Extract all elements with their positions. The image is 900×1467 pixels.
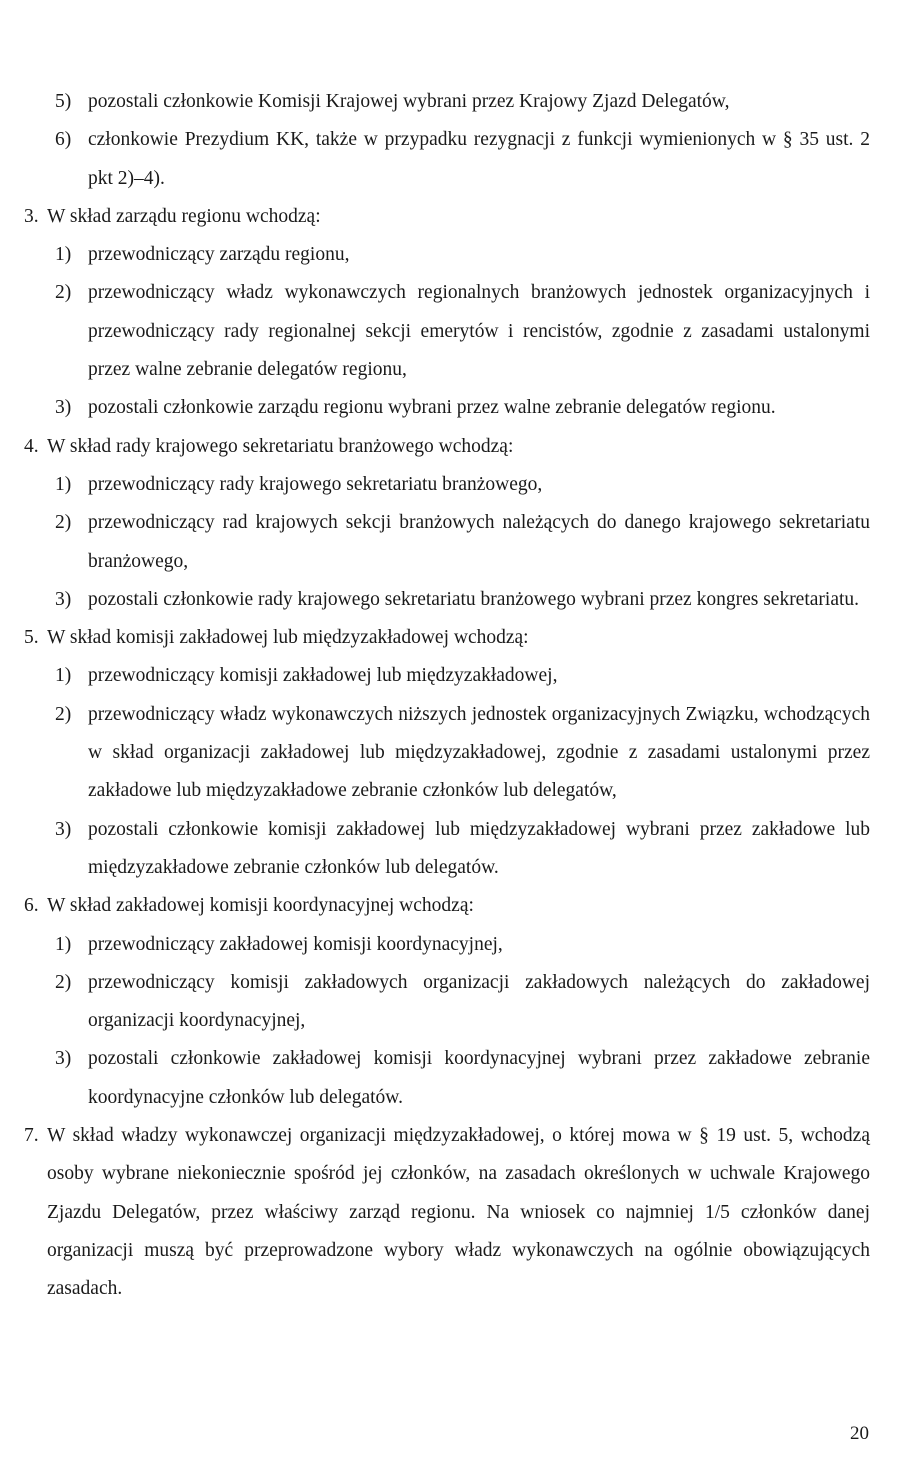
item-text: przewodniczący władz wykonawczych regionalnych branżowych jednostek organizacyjnych i przewodniczący rady regionalnej sekcji emerytów i rencistów, zgodnie z zasadami ustalonymi przez walne zebranie delegatów regionu, — [88, 282, 870, 381]
section-heading — [24, 1117, 870, 1308]
section-number: 3. — [24, 205, 39, 227]
item-number: 5) — [55, 91, 72, 112]
section-number: 4. — [24, 435, 39, 457]
statute-text — [24, 83, 870, 1309]
item-number: 1) — [55, 665, 72, 687]
item-text: pozostali członkowie zakładowej komisji koordynacyjnej wybrani przez zakładowe zebranie koordynacyjne członków lub delegatów. — [88, 1048, 870, 1108]
item-number: 3) — [55, 818, 72, 840]
item-number: 3) — [55, 397, 72, 419]
item-number: 1) — [55, 244, 72, 266]
section-heading — [24, 428, 870, 466]
list-item — [24, 121, 870, 198]
section-number: 5. — [24, 627, 39, 649]
item-text: pozostali członkowie zarządu regionu wybrani przez walne zebranie delegatów regionu. — [88, 397, 776, 419]
item-text: przewodniczący zarządu regionu, — [88, 244, 350, 266]
item-number: 2) — [55, 512, 72, 534]
item-text: przewodniczący rad krajowych sekcji branżowych należących do danego krajowego sekretariatu branżowego, — [88, 512, 870, 572]
section-number: 6. — [24, 895, 39, 917]
item-number: 3) — [55, 588, 72, 610]
item-text: członkowie Prezydium KK, także w przypadku rezygnacji z funkcji wymienionych w § 35 ust. 2 pkt 2)–4). — [88, 129, 870, 189]
item-text: pozostali członkowie komisji zakładowej lub międzyzakładowej wybrani przez zakładowe lub międzyzakładowe zebranie członków lub delegatów. — [88, 818, 870, 878]
list-item — [24, 236, 870, 274]
list-item — [24, 1040, 870, 1117]
list-item — [24, 389, 870, 427]
list-item — [24, 83, 870, 121]
section-heading — [24, 619, 870, 657]
section-text: W skład zakładowej komisji koordynacyjnej wchodzą: — [47, 895, 474, 917]
list-item — [24, 964, 870, 1041]
section-number: 7. — [24, 1125, 39, 1147]
item-number: 6) — [55, 129, 72, 151]
section-heading — [24, 887, 870, 925]
item-text: przewodniczący komisji zakładowej lub międzyzakładowej, — [88, 665, 558, 687]
item-text: przewodniczący komisji zakładowych organizacji zakładowych należących do zakładowej organizacji koordynacyjnej, — [88, 971, 870, 1032]
item-number: 3) — [55, 1048, 72, 1070]
section-heading — [24, 198, 870, 236]
item-text: przewodniczący rady krajowego sekretariatu branżowego, — [88, 473, 543, 495]
list-item — [24, 811, 870, 888]
item-number: 1) — [55, 933, 72, 955]
list-item — [24, 504, 870, 581]
list-item — [24, 696, 870, 811]
item-number: 1) — [55, 473, 72, 495]
section-text: W skład władzy wykonawczej organizacji międzyzakładowej, o której mowa w § 19 ust. 5, wchodzą osoby wybrane niekoniecznie spośród jej członków, na zasadach określonych w uchwale Krajowego Zjazdu Delegatów, przez właściwy zarząd regionu. Na wniosek co najmniej 1/5 członków danej organizacji muszą być przeprowadzone wybory władz wykonawczych na ogólnie obowiązujących zasadach. — [47, 1125, 870, 1300]
item-text: przewodniczący zakładowej komisji koordynacyjnej, — [88, 933, 503, 955]
item-text: pozostali członkowie rady krajowego sekretariatu branżowego wybrani przez kongres sekretariatu. — [88, 588, 860, 610]
item-text: przewodniczący władz wykonawczych niższych jednostek organizacyjnych Związku, wchodzących w skład organizacji zakładowej lub międzyzakładowej, zgodnie z zasadami ustalonymi przez zakładowe lub międzyzakładowe zebranie członków lub delegatów, — [88, 703, 870, 802]
list-item — [24, 581, 870, 619]
section-text: W skład komisji zakładowej lub międzyzakładowej wchodzą: — [47, 627, 529, 649]
section-text: W skład zarządu regionu wchodzą: — [47, 205, 321, 227]
item-number: 2) — [55, 282, 72, 304]
list-item — [24, 657, 870, 695]
section-text: W skład rady krajowego sekretariatu branżowego wchodzą: — [47, 435, 514, 457]
item-number: 2) — [55, 703, 72, 725]
list-item — [24, 274, 870, 389]
item-text: pozostali członkowie Komisji Krajowej wybrani przez Krajowy Zjazd Delegatów, — [88, 91, 730, 112]
list-item — [24, 466, 870, 504]
item-number: 2) — [55, 971, 72, 993]
list-item — [24, 926, 870, 964]
page-number: 20 — [850, 1423, 869, 1444]
